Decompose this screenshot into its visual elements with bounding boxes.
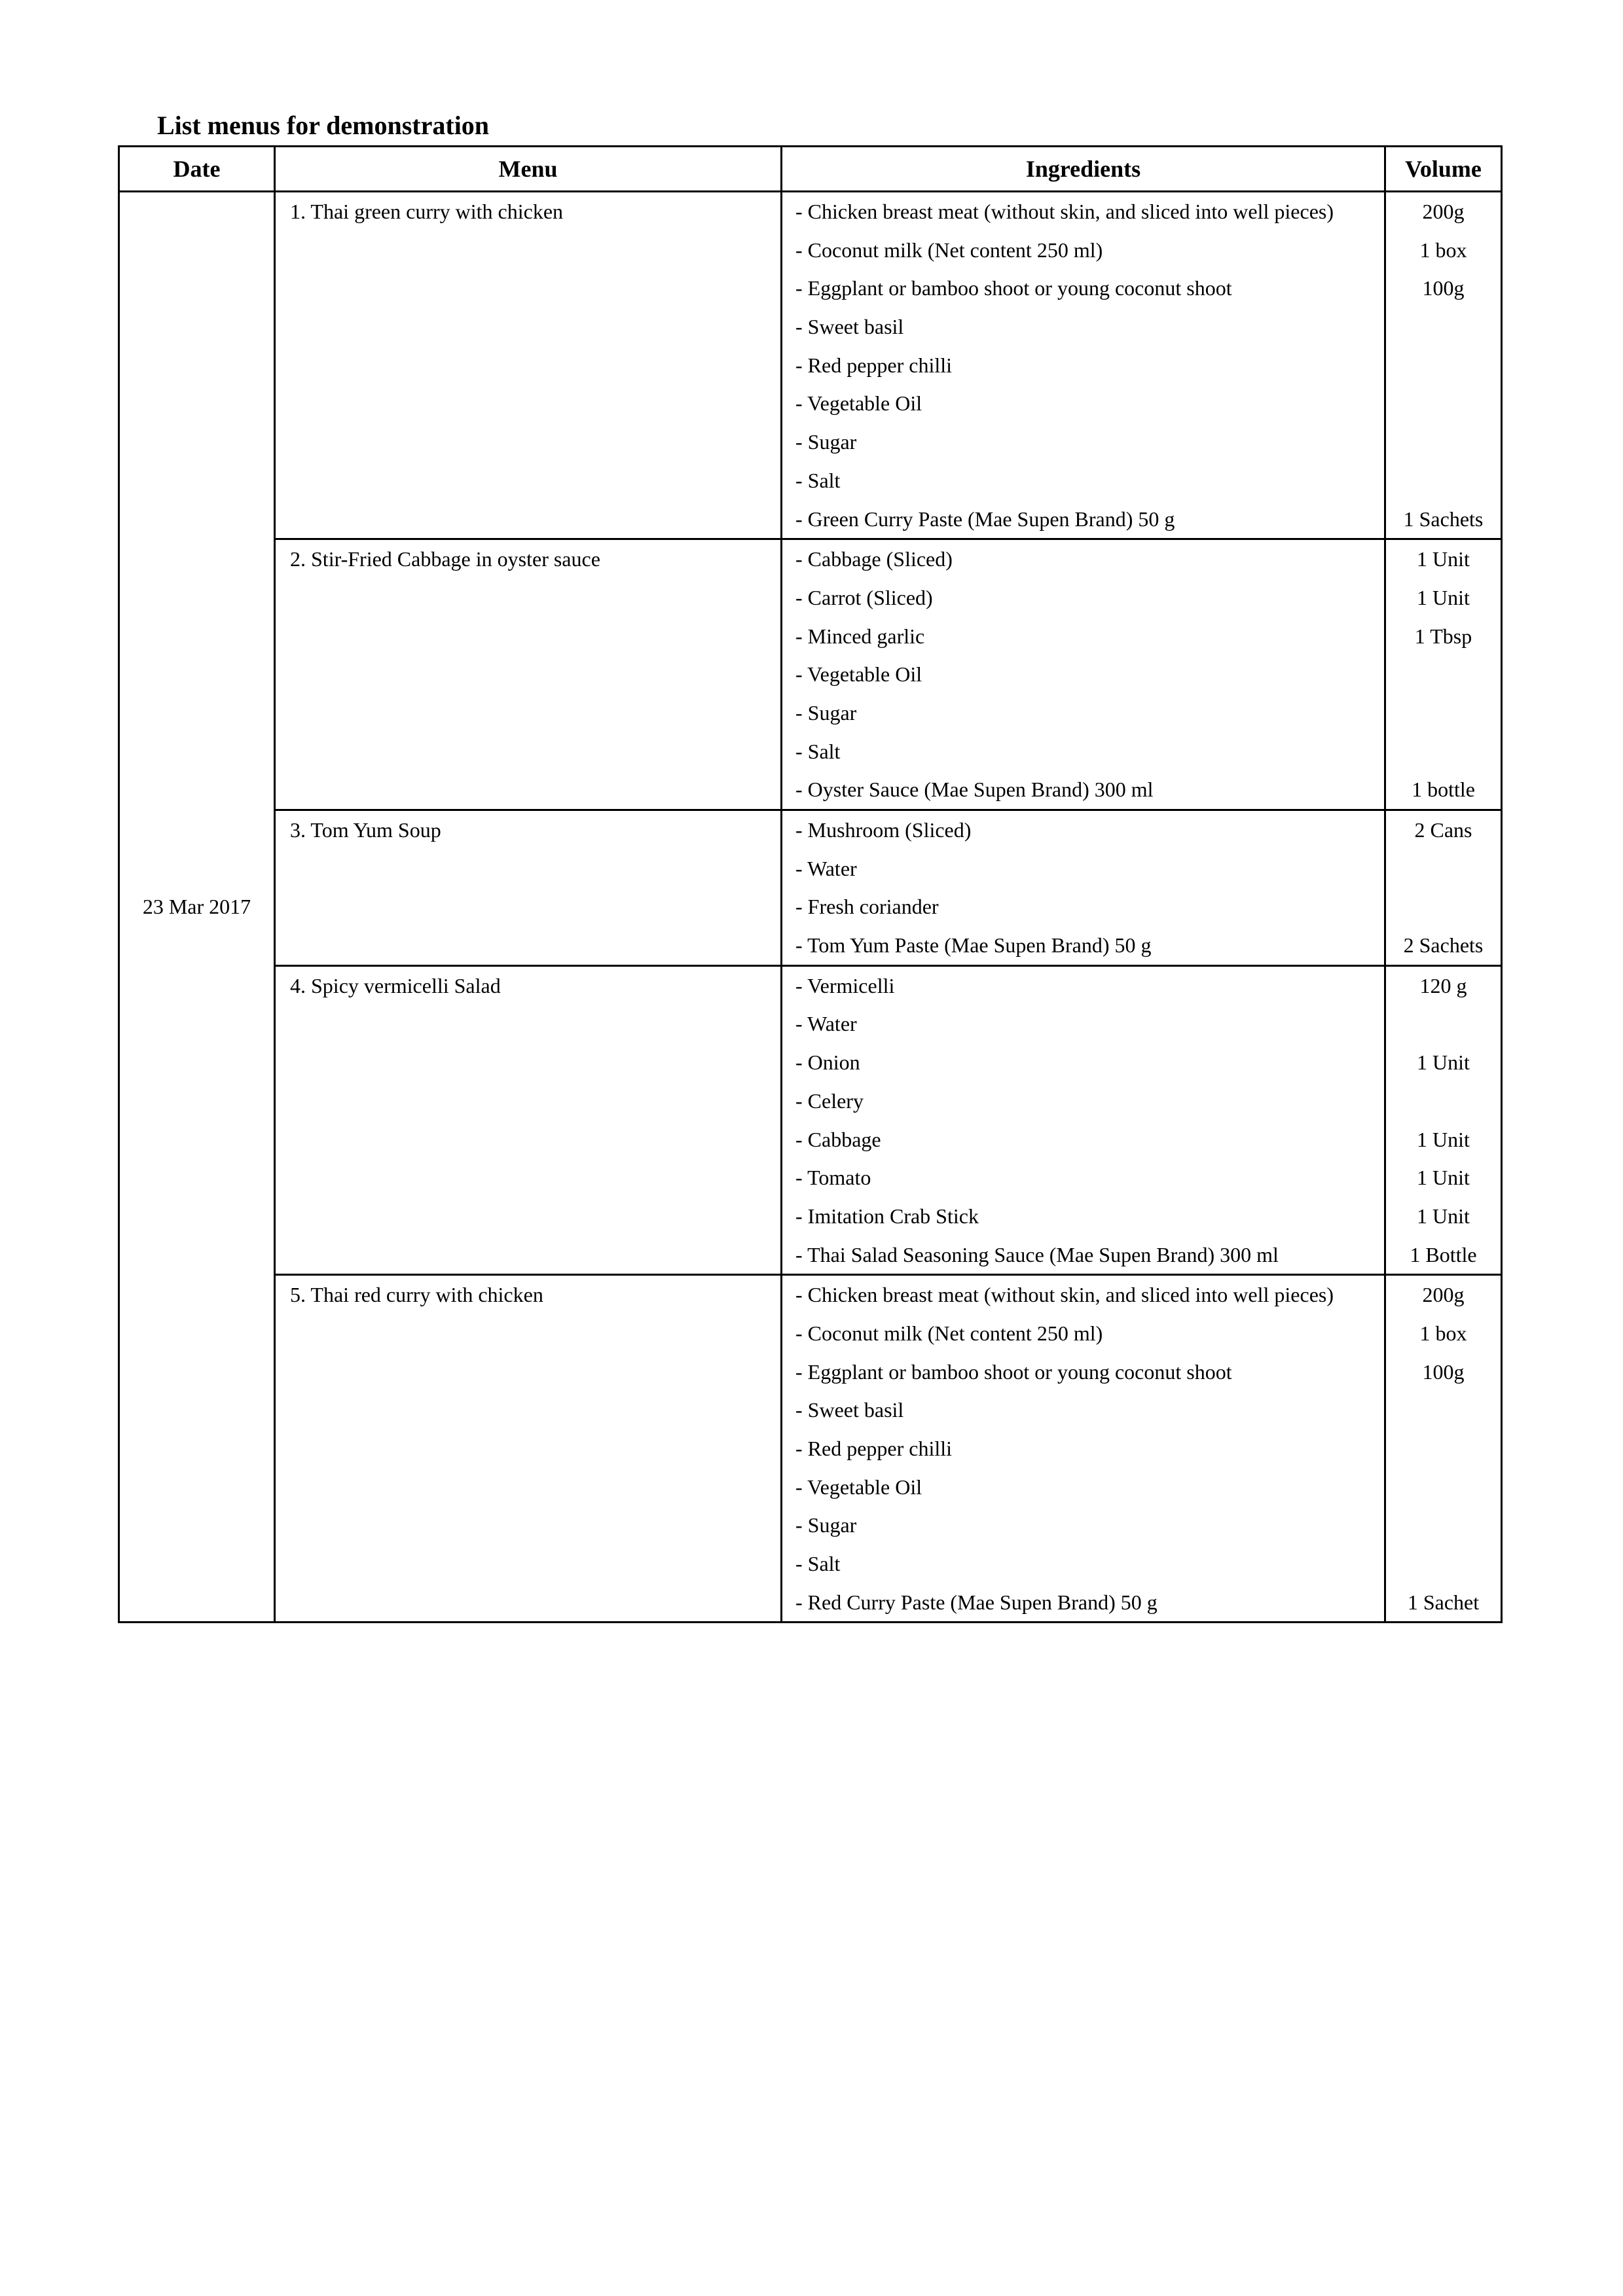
volume-item: [1386, 308, 1501, 346]
volume-item: 100g: [1422, 276, 1465, 300]
table-body: [119, 192, 1502, 1623]
volume-item: [1386, 655, 1501, 694]
ingredient-item: - Chicken breast meat (without skin, and sliced into well pieces): [795, 200, 1334, 223]
ingredient-item: - Imitation Crab Stick: [795, 1204, 979, 1228]
menu-name: 3. Tom Yum Soup: [290, 818, 441, 842]
volume-item: [1386, 694, 1501, 732]
ingredient-item: - Sugar: [795, 430, 857, 454]
ingredient-item: - Vermicelli: [795, 973, 895, 997]
ingredient-item: - Celery: [795, 1088, 864, 1113]
ingredients-cell: [782, 965, 1385, 1275]
volume-cell: [1385, 539, 1502, 810]
volume-item: [1386, 732, 1501, 771]
ingredient-item: - Salt: [795, 739, 841, 763]
volume-item: [1386, 346, 1501, 385]
volume-item: [1386, 1545, 1501, 1583]
volume-item: [1386, 1082, 1501, 1121]
menu-row: [119, 1275, 1502, 1623]
ingredient-item: - Carrot (Sliced): [795, 585, 933, 609]
volume-item: 1 Bottle: [1410, 1242, 1477, 1266]
volume-item: [1386, 1391, 1501, 1429]
ingredient-item: - Coconut milk (Net content 250 ml): [795, 1321, 1103, 1345]
ingredient-item: - Salt: [795, 1552, 841, 1576]
ingredient-item: - Eggplant or bamboo shoot or young coconut shoot: [795, 276, 1232, 300]
ingredient-item: - Coconut milk (Net content 250 ml): [795, 238, 1103, 262]
ingredient-item: - Sugar: [795, 1513, 857, 1537]
menu-name: 5. Thai red curry with chicken: [290, 1283, 543, 1307]
ingredients-cell: [782, 810, 1385, 966]
volume-cell: [1385, 810, 1502, 966]
table-header-row: [119, 147, 1502, 192]
ingredient-item: - Red Curry Paste (Mae Supen Brand) 50 g: [795, 1590, 1158, 1614]
ingredient-item: - Salt: [795, 468, 841, 492]
ingredient-item: - Onion: [795, 1050, 860, 1075]
ingredient-item: - Tomato: [795, 1166, 871, 1190]
menu-table: [118, 145, 1503, 1623]
volume-cell: [1385, 965, 1502, 1275]
ingredient-item: - Green Curry Paste (Mae Supen Brand) 50 g: [795, 507, 1175, 531]
volume-item: 1 Unit: [1417, 1166, 1470, 1190]
volume-item: [1386, 1506, 1501, 1545]
ingredient-item: - Tom Yum Paste (Mae Supen Brand) 50 g: [795, 933, 1152, 958]
volume-item: 1 Unit: [1417, 585, 1470, 609]
volume-item: 1 box: [1419, 238, 1467, 262]
volume-item: 1 Unit: [1417, 1204, 1470, 1228]
menu-name-cell: [275, 192, 782, 539]
volume-item: 1 Tbsp: [1414, 624, 1472, 648]
volume-item: 1 Sachet: [1407, 1590, 1480, 1614]
ingredient-item: - Mushroom (Sliced): [795, 818, 972, 842]
ingredient-item: - Sweet basil: [795, 315, 904, 339]
menu-row: [119, 965, 1502, 1275]
volume-item: [1386, 888, 1501, 926]
menu-name: 2. Stir-Fried Cabbage in oyster sauce: [290, 547, 600, 571]
menu-name: 1. Thai green curry with chicken: [290, 200, 564, 223]
volume-item: [1386, 423, 1501, 461]
header-date: Date: [119, 147, 275, 192]
menu-name-cell: [275, 810, 782, 966]
ingredients-cell: [782, 539, 1385, 810]
ingredient-item: - Thai Salad Seasoning Sauce (Mae Supen Brand) 300 ml: [795, 1242, 1279, 1266]
volume-item: 1 Unit: [1417, 1050, 1470, 1075]
ingredient-item: - Vegetable Oil: [795, 391, 922, 416]
ingredient-item: - Fresh coriander: [795, 895, 939, 919]
volume-cell: [1385, 192, 1502, 539]
volume-item: 100g: [1422, 1359, 1465, 1384]
volume-item: [1386, 1429, 1501, 1468]
ingredient-item: - Chicken breast meat (without skin, and sliced into well pieces): [795, 1283, 1334, 1307]
header-menu: Menu: [275, 147, 782, 192]
ingredient-item: - Oyster Sauce (Mae Supen Brand) 300 ml: [795, 778, 1154, 802]
ingredients-cell: [782, 192, 1385, 539]
volume-item: 120 g: [1419, 973, 1467, 997]
ingredient-item: - Sweet basil: [795, 1398, 904, 1422]
volume-item: 1 Sachets: [1403, 507, 1484, 531]
volume-item: [1386, 1468, 1501, 1507]
header-volume: Volume: [1385, 147, 1502, 192]
volume-item: [1386, 461, 1501, 500]
ingredient-item: - Vegetable Oil: [795, 662, 922, 687]
ingredient-item: - Cabbage: [795, 1127, 881, 1151]
ingredient-item: - Water: [795, 1012, 857, 1036]
volume-item: 1 Unit: [1417, 1127, 1470, 1151]
volume-item: [1386, 1005, 1501, 1043]
menu-row: [119, 810, 1502, 966]
menu-name-cell: [275, 539, 782, 810]
volume-item: [1386, 850, 1501, 888]
menu-name-cell: [275, 965, 782, 1275]
volume-cell: [1385, 1275, 1502, 1623]
volume-item: 2 Sachets: [1403, 933, 1484, 958]
menu-name-cell: [275, 1275, 782, 1623]
volume-item: 1 box: [1419, 1321, 1467, 1345]
ingredient-item: - Red pepper chilli: [795, 1437, 953, 1460]
menu-name: 4. Spicy vermicelli Salad: [290, 973, 501, 997]
ingredient-item: - Water: [795, 856, 857, 880]
ingredient-item: - Cabbage (Sliced): [795, 547, 953, 571]
volume-item: 1 bottle: [1412, 778, 1475, 802]
header-ingredients: Ingredients: [782, 147, 1385, 192]
ingredient-item: - Minced garlic: [795, 624, 925, 648]
ingredient-item: - Sugar: [795, 700, 857, 725]
page-title: List menus for demonstration: [157, 111, 490, 140]
volume-item: [1386, 384, 1501, 423]
ingredient-item: - Eggplant or bamboo shoot or young coconut shoot: [795, 1359, 1232, 1384]
menu-row: [119, 539, 1502, 810]
volume-item: 2 Cans: [1414, 818, 1472, 842]
ingredients-cell: [782, 1275, 1385, 1623]
menu-row: [119, 192, 1502, 539]
volume-item: 200g: [1422, 1283, 1465, 1307]
volume-item: 200g: [1422, 200, 1465, 223]
volume-item: 1 Unit: [1417, 547, 1470, 571]
ingredient-item: - Vegetable Oil: [795, 1475, 922, 1499]
date-cell: 23 Mar 2017: [119, 192, 275, 1623]
ingredient-item: - Red pepper chilli: [795, 353, 953, 377]
